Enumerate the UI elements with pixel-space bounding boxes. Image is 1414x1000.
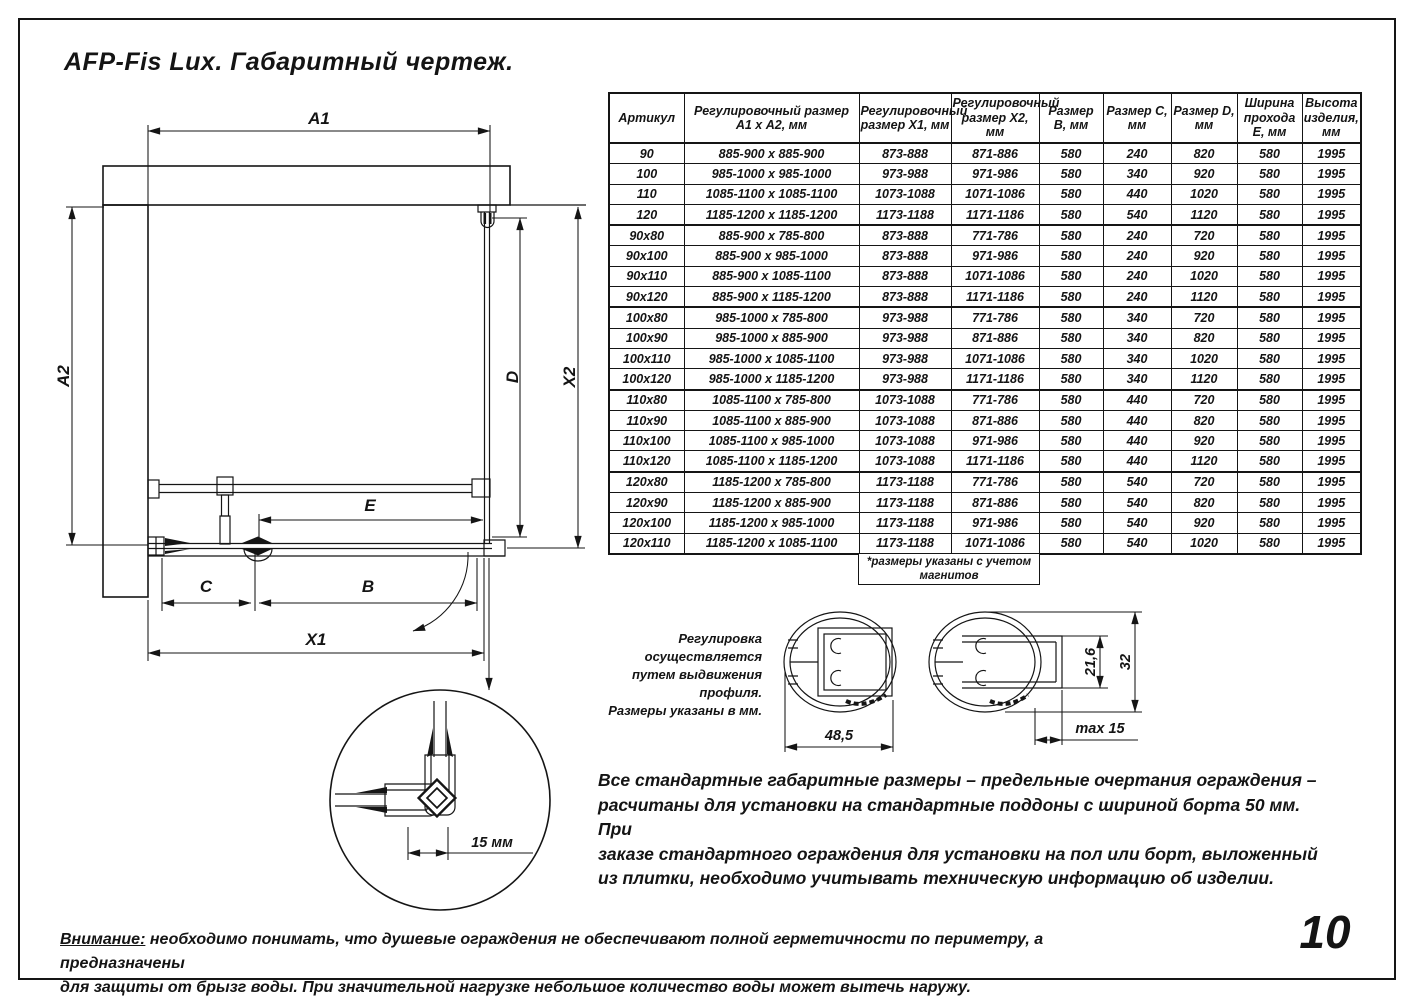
table-row bbox=[609, 328, 1361, 348]
table-cell: 580 bbox=[1039, 307, 1103, 328]
table-cell: 1995 bbox=[1302, 307, 1361, 328]
glass-panel-right bbox=[478, 205, 496, 543]
dim-32 bbox=[985, 612, 1142, 712]
svg-text:X1: X1 bbox=[305, 630, 327, 649]
table-cell: 580 bbox=[1039, 225, 1103, 246]
warning-text: необходимо понимать, что душевые ограждения не обеспечивают полной герметичности по периметру, а предназначены bbox=[60, 931, 1044, 972]
table-cell: 885-900 x 785-800 bbox=[684, 225, 859, 246]
table-cell: 580 bbox=[1039, 472, 1103, 493]
table-cell: 580 bbox=[1237, 143, 1302, 164]
main-note bbox=[598, 768, 1322, 891]
table-cell: 1071-1086 bbox=[951, 533, 1039, 554]
table-cell: 1073-1088 bbox=[859, 431, 951, 451]
table-cell: 440 bbox=[1103, 431, 1171, 451]
table-cell: 580 bbox=[1039, 204, 1103, 225]
table-cell: 1185-1200 x 1185-1200 bbox=[684, 204, 859, 225]
svg-text:32: 32 bbox=[1118, 653, 1134, 671]
table-cell: 580 bbox=[1237, 493, 1302, 513]
profile-sections bbox=[770, 595, 1160, 765]
table-cell: 1995 bbox=[1302, 204, 1361, 225]
table-cell: 1185-1200 x 785-800 bbox=[684, 472, 859, 493]
table-row bbox=[609, 287, 1361, 308]
table-cell: 540 bbox=[1103, 533, 1171, 554]
table-cell: 110x90 bbox=[609, 410, 684, 430]
dim-x2 bbox=[560, 207, 579, 548]
table-cell: 1995 bbox=[1302, 225, 1361, 246]
table-cell: 1995 bbox=[1302, 143, 1361, 164]
table-cell: 973-988 bbox=[859, 348, 951, 368]
table-cell: 120x110 bbox=[609, 533, 684, 554]
page-title: AFP-Fis Lux. Габаритный чертеж. bbox=[64, 48, 514, 76]
table-cell: 1995 bbox=[1302, 431, 1361, 451]
table-cell: 120x80 bbox=[609, 472, 684, 493]
table-cell: 580 bbox=[1039, 246, 1103, 266]
table-cell: 985-1000 x 985-1000 bbox=[684, 164, 859, 184]
table-cell: 1995 bbox=[1302, 451, 1361, 472]
table-cell: 110x100 bbox=[609, 431, 684, 451]
profile-right bbox=[929, 612, 1142, 745]
table-cell: 920 bbox=[1171, 164, 1237, 184]
table-cell: 985-1000 x 785-800 bbox=[684, 307, 859, 328]
magnet-cross-section bbox=[419, 780, 456, 817]
table-cell: 580 bbox=[1237, 328, 1302, 348]
dim-detail-15mm bbox=[408, 827, 533, 860]
table-cell: 110 bbox=[609, 184, 684, 204]
table-row bbox=[609, 184, 1361, 204]
table-cell: 973-988 bbox=[859, 164, 951, 184]
table-cell: 100 bbox=[609, 164, 684, 184]
svg-text:D: D bbox=[503, 370, 522, 384]
table-cell: 1020 bbox=[1171, 266, 1237, 286]
table-cell: 580 bbox=[1237, 431, 1302, 451]
table-cell: 1995 bbox=[1302, 266, 1361, 286]
table-row bbox=[609, 204, 1361, 225]
table-cell: 580 bbox=[1039, 348, 1103, 368]
table-cell: 580 bbox=[1237, 390, 1302, 411]
table-cell: 580 bbox=[1237, 513, 1302, 533]
table-cell: 1085-1100 x 985-1000 bbox=[684, 431, 859, 451]
table-cell: 1171-1186 bbox=[951, 204, 1039, 225]
table-cell: 1995 bbox=[1302, 410, 1361, 430]
table-cell: 580 bbox=[1039, 533, 1103, 554]
warning-line: для защиты от брызг воды. При значительной нагрузке небольшое количество воды может вытечь наружу. bbox=[60, 979, 971, 996]
table-cell: 1173-1188 bbox=[859, 513, 951, 533]
table-header-cell: Регулировочный размер Х1, мм bbox=[859, 93, 951, 143]
table-cell: 120x100 bbox=[609, 513, 684, 533]
glass-panel-bottom bbox=[148, 537, 505, 562]
table-cell: 1173-1188 bbox=[859, 472, 951, 493]
table-cell: 985-1000 x 1085-1100 bbox=[684, 348, 859, 368]
table-cell: 1071-1086 bbox=[951, 266, 1039, 286]
table-cell: 110x120 bbox=[609, 451, 684, 472]
main-note-line: из плитки, необходимо учитывать техническую информацию об изделии. bbox=[598, 868, 1274, 888]
table-cell: 580 bbox=[1237, 184, 1302, 204]
table-cell: 1171-1186 bbox=[951, 369, 1039, 390]
table-cell: 1020 bbox=[1171, 533, 1237, 554]
table-cell: 871-886 bbox=[951, 143, 1039, 164]
table-cell: 920 bbox=[1171, 246, 1237, 266]
table-cell: 1995 bbox=[1302, 184, 1361, 204]
table-cell: 873-888 bbox=[859, 143, 951, 164]
adjustment-note-line: путем выдвижения профиля. bbox=[631, 667, 762, 700]
table-cell: 1995 bbox=[1302, 493, 1361, 513]
table-cell: 580 bbox=[1237, 246, 1302, 266]
table-cell: 1171-1186 bbox=[951, 451, 1039, 472]
table-cell: 580 bbox=[1237, 266, 1302, 286]
table-cell: 720 bbox=[1171, 225, 1237, 246]
profile-left bbox=[784, 612, 896, 752]
table-cell: 1071-1086 bbox=[951, 184, 1039, 204]
table-header-cell: Высота изделия, мм bbox=[1302, 93, 1361, 143]
table-cell: 580 bbox=[1039, 410, 1103, 430]
table-cell: 1995 bbox=[1302, 513, 1361, 533]
table-cell: 240 bbox=[1103, 266, 1171, 286]
table-row bbox=[609, 390, 1361, 411]
table-cell: 580 bbox=[1039, 513, 1103, 533]
table-row bbox=[609, 513, 1361, 533]
table-cell: 580 bbox=[1039, 287, 1103, 308]
table-cell: 340 bbox=[1103, 328, 1171, 348]
adjustment-note-line: Регулировка осуществляется bbox=[644, 631, 762, 664]
table-cell: 540 bbox=[1103, 513, 1171, 533]
table-cell: 1173-1188 bbox=[859, 204, 951, 225]
table-cell: 873-888 bbox=[859, 287, 951, 308]
table-cell: 871-886 bbox=[951, 493, 1039, 513]
table-cell: 820 bbox=[1171, 493, 1237, 513]
table-row bbox=[609, 533, 1361, 554]
table-cell: 580 bbox=[1039, 451, 1103, 472]
table-cell: 100x90 bbox=[609, 328, 684, 348]
dim-a2 bbox=[54, 207, 73, 545]
table-cell: 1995 bbox=[1302, 246, 1361, 266]
table-cell: 1085-1100 x 885-900 bbox=[684, 410, 859, 430]
table-cell: 540 bbox=[1103, 472, 1171, 493]
table-row bbox=[609, 225, 1361, 246]
table-cell: 985-1000 x 885-900 bbox=[684, 328, 859, 348]
table-cell: 580 bbox=[1237, 164, 1302, 184]
dim-x1 bbox=[148, 630, 484, 653]
table-cell: 973-988 bbox=[859, 328, 951, 348]
size-table-body bbox=[609, 143, 1361, 554]
table-row bbox=[609, 451, 1361, 472]
table-header-cell: Размер В, мм bbox=[1039, 93, 1103, 143]
table-cell: 580 bbox=[1237, 369, 1302, 390]
wall-clamp-top bbox=[478, 205, 496, 212]
adjustment-note-line: Размеры указаны в мм. bbox=[608, 703, 762, 718]
table-cell: 871-886 bbox=[951, 410, 1039, 430]
table-cell: 580 bbox=[1039, 493, 1103, 513]
svg-text:X2: X2 bbox=[560, 366, 579, 388]
table-cell: 1995 bbox=[1302, 328, 1361, 348]
table-cell: 340 bbox=[1103, 348, 1171, 368]
table-cell: 920 bbox=[1171, 431, 1237, 451]
svg-text:A2: A2 bbox=[54, 365, 73, 387]
main-note-line: Все стандартные габаритные размеры – предельные очертания ограждения – bbox=[598, 770, 1317, 790]
warning-label: Внимание: bbox=[60, 931, 146, 948]
dim-d bbox=[503, 218, 522, 537]
table-row bbox=[609, 369, 1361, 390]
table-cell: 1120 bbox=[1171, 287, 1237, 308]
table-cell: 580 bbox=[1237, 348, 1302, 368]
table-cell: 971-986 bbox=[951, 246, 1039, 266]
table-cell: 1171-1186 bbox=[951, 287, 1039, 308]
table-cell: 580 bbox=[1039, 164, 1103, 184]
detail-circle bbox=[330, 690, 550, 910]
table-cell: 580 bbox=[1039, 431, 1103, 451]
table-cell: 90x120 bbox=[609, 287, 684, 308]
table-cell: 580 bbox=[1039, 328, 1103, 348]
table-cell: 240 bbox=[1103, 287, 1171, 308]
table-cell: 580 bbox=[1237, 204, 1302, 225]
table-cell: 1995 bbox=[1302, 348, 1361, 368]
table-cell: 440 bbox=[1103, 184, 1171, 204]
table-row bbox=[609, 348, 1361, 368]
table-cell: 771-786 bbox=[951, 390, 1039, 411]
table-cell: 771-786 bbox=[951, 225, 1039, 246]
dim-b bbox=[259, 577, 477, 603]
table-header-cell: Артикул bbox=[609, 93, 684, 143]
table-row bbox=[609, 266, 1361, 286]
table-cell: 340 bbox=[1103, 164, 1171, 184]
table-cell: 820 bbox=[1171, 328, 1237, 348]
table-cell: 580 bbox=[1039, 390, 1103, 411]
table-cell: 1020 bbox=[1171, 348, 1237, 368]
svg-text:48,5: 48,5 bbox=[824, 728, 854, 744]
table-row bbox=[609, 431, 1361, 451]
table-cell: 1173-1188 bbox=[859, 533, 951, 554]
table-cell: 1120 bbox=[1171, 369, 1237, 390]
table-cell: 1085-1100 x 1185-1200 bbox=[684, 451, 859, 472]
table-cell: 1071-1086 bbox=[951, 348, 1039, 368]
table-cell: 985-1000 x 1185-1200 bbox=[684, 369, 859, 390]
page-number: 10 bbox=[1299, 906, 1351, 958]
table-cell: 1073-1088 bbox=[859, 390, 951, 411]
table-cell: 1073-1088 bbox=[859, 451, 951, 472]
table-row bbox=[609, 472, 1361, 493]
table-cell: 1995 bbox=[1302, 390, 1361, 411]
table-cell: 971-986 bbox=[951, 164, 1039, 184]
table-cell: 340 bbox=[1103, 307, 1171, 328]
table-cell: 240 bbox=[1103, 246, 1171, 266]
table-cell: 540 bbox=[1103, 204, 1171, 225]
main-note-line: заказе стандартного ограждения для установки на пол или борт, выложенный bbox=[598, 843, 1318, 864]
table-cell: 440 bbox=[1103, 410, 1171, 430]
dim-max-15 bbox=[1035, 690, 1138, 745]
table-cell: 580 bbox=[1237, 287, 1302, 308]
table-cell: 1120 bbox=[1171, 451, 1237, 472]
table-cell: 873-888 bbox=[859, 266, 951, 286]
table-cell: 580 bbox=[1039, 266, 1103, 286]
table-cell: 1085-1100 x 1085-1100 bbox=[684, 184, 859, 204]
main-note-line: расчитаны для установки на стандартные поддоны с шириной борта 50 мм. При bbox=[598, 794, 1301, 839]
table-cell: 100x110 bbox=[609, 348, 684, 368]
svg-text:21,6: 21,6 bbox=[1083, 647, 1099, 677]
table-cell: 971-986 bbox=[951, 513, 1039, 533]
table-cell: 885-900 x 985-1000 bbox=[684, 246, 859, 266]
table-cell: 1073-1088 bbox=[859, 410, 951, 430]
table-header-row bbox=[609, 93, 1361, 143]
wall-left bbox=[103, 205, 148, 597]
table-cell: 1185-1200 x 1085-1100 bbox=[684, 533, 859, 554]
table-cell: 1185-1200 x 885-900 bbox=[684, 493, 859, 513]
table-cell: 90x80 bbox=[609, 225, 684, 246]
table-cell: 120 bbox=[609, 204, 684, 225]
table-header-cell: Размер D, мм bbox=[1171, 93, 1237, 143]
table-header-cell: Ширина прохода Е, мм bbox=[1237, 93, 1302, 143]
table-row bbox=[609, 164, 1361, 184]
table-cell: 580 bbox=[1039, 184, 1103, 204]
table-cell: 110x80 bbox=[609, 390, 684, 411]
table-cell: 1995 bbox=[1302, 369, 1361, 390]
table-row bbox=[609, 143, 1361, 164]
adjustment-note bbox=[596, 630, 762, 720]
dimensional-drawing bbox=[30, 85, 605, 920]
table-cell: 1173-1188 bbox=[859, 493, 951, 513]
table-cell: 873-888 bbox=[859, 246, 951, 266]
warning-line bbox=[60, 928, 1070, 976]
support-bar bbox=[148, 477, 490, 544]
table-cell: 973-988 bbox=[859, 307, 951, 328]
table-cell: 580 bbox=[1237, 307, 1302, 328]
table-cell: 720 bbox=[1171, 307, 1237, 328]
dim-e bbox=[259, 496, 483, 520]
table-cell: 885-900 x 885-900 bbox=[684, 143, 859, 164]
table-cell: 920 bbox=[1171, 513, 1237, 533]
table-cell: 973-988 bbox=[859, 369, 951, 390]
table-cell: 580 bbox=[1237, 472, 1302, 493]
table-cell: 1085-1100 x 785-800 bbox=[684, 390, 859, 411]
table-cell: 885-900 x 1185-1200 bbox=[684, 287, 859, 308]
table-header-cell: Регулировочный размер А1 х А2, мм bbox=[684, 93, 859, 143]
dim-c bbox=[162, 577, 251, 603]
svg-text:A1: A1 bbox=[308, 109, 330, 128]
table-cell: 771-786 bbox=[951, 472, 1039, 493]
table-cell: 1020 bbox=[1171, 184, 1237, 204]
table-cell: 580 bbox=[1237, 533, 1302, 554]
table-cell: 885-900 x 1085-1100 bbox=[684, 266, 859, 286]
table-row bbox=[609, 493, 1361, 513]
table-cell: 580 bbox=[1039, 143, 1103, 164]
table-cell: 580 bbox=[1237, 451, 1302, 472]
table-cell: 820 bbox=[1171, 410, 1237, 430]
table-cell: 1185-1200 x 985-1000 bbox=[684, 513, 859, 533]
table-row bbox=[609, 307, 1361, 328]
table-cell: 720 bbox=[1171, 472, 1237, 493]
table-cell: 1995 bbox=[1302, 164, 1361, 184]
table-cell: 873-888 bbox=[859, 225, 951, 246]
table-cell: 1995 bbox=[1302, 472, 1361, 493]
table-cell: 1995 bbox=[1302, 533, 1361, 554]
door-swing-arc bbox=[413, 552, 468, 631]
svg-text:max 15: max 15 bbox=[1075, 721, 1125, 737]
table-cell: 240 bbox=[1103, 225, 1171, 246]
table-cell: 100x120 bbox=[609, 369, 684, 390]
table-row bbox=[609, 410, 1361, 430]
table-cell: 540 bbox=[1103, 493, 1171, 513]
table-cell: 871-886 bbox=[951, 328, 1039, 348]
table-cell: 820 bbox=[1171, 143, 1237, 164]
dim-a1 bbox=[148, 109, 490, 131]
table-cell: 90x110 bbox=[609, 266, 684, 286]
table-cell: 771-786 bbox=[951, 307, 1039, 328]
table-cell: 440 bbox=[1103, 390, 1171, 411]
table-cell: 1073-1088 bbox=[859, 184, 951, 204]
warning-note bbox=[60, 928, 1070, 1000]
table-cell: 440 bbox=[1103, 451, 1171, 472]
table-cell: 340 bbox=[1103, 369, 1171, 390]
table-footnote: *размеры указаны с учетом магнитов bbox=[858, 553, 1040, 585]
table-cell: 580 bbox=[1237, 410, 1302, 430]
table-header-cell: Размер С, мм bbox=[1103, 93, 1171, 143]
table-cell: 240 bbox=[1103, 143, 1171, 164]
table-cell: 971-986 bbox=[951, 431, 1039, 451]
svg-text:C: C bbox=[199, 577, 213, 596]
table-row bbox=[609, 246, 1361, 266]
dim-21-6 bbox=[1062, 636, 1108, 688]
svg-text:15 мм: 15 мм bbox=[471, 835, 513, 851]
table-cell: 580 bbox=[1237, 225, 1302, 246]
table-cell: 90x100 bbox=[609, 246, 684, 266]
table-header-cell: Регулировочный размер Х2, мм bbox=[951, 93, 1039, 143]
svg-text:E: E bbox=[364, 496, 376, 515]
svg-text:B: B bbox=[361, 577, 375, 596]
table-cell: 580 bbox=[1039, 369, 1103, 390]
table-cell: 1120 bbox=[1171, 204, 1237, 225]
size-table bbox=[608, 92, 1362, 555]
table-cell: 90 bbox=[609, 143, 684, 164]
table-cell: 1995 bbox=[1302, 287, 1361, 308]
table-cell: 100x80 bbox=[609, 307, 684, 328]
wall-top bbox=[103, 166, 510, 205]
table-cell: 720 bbox=[1171, 390, 1237, 411]
table-cell: 120x90 bbox=[609, 493, 684, 513]
